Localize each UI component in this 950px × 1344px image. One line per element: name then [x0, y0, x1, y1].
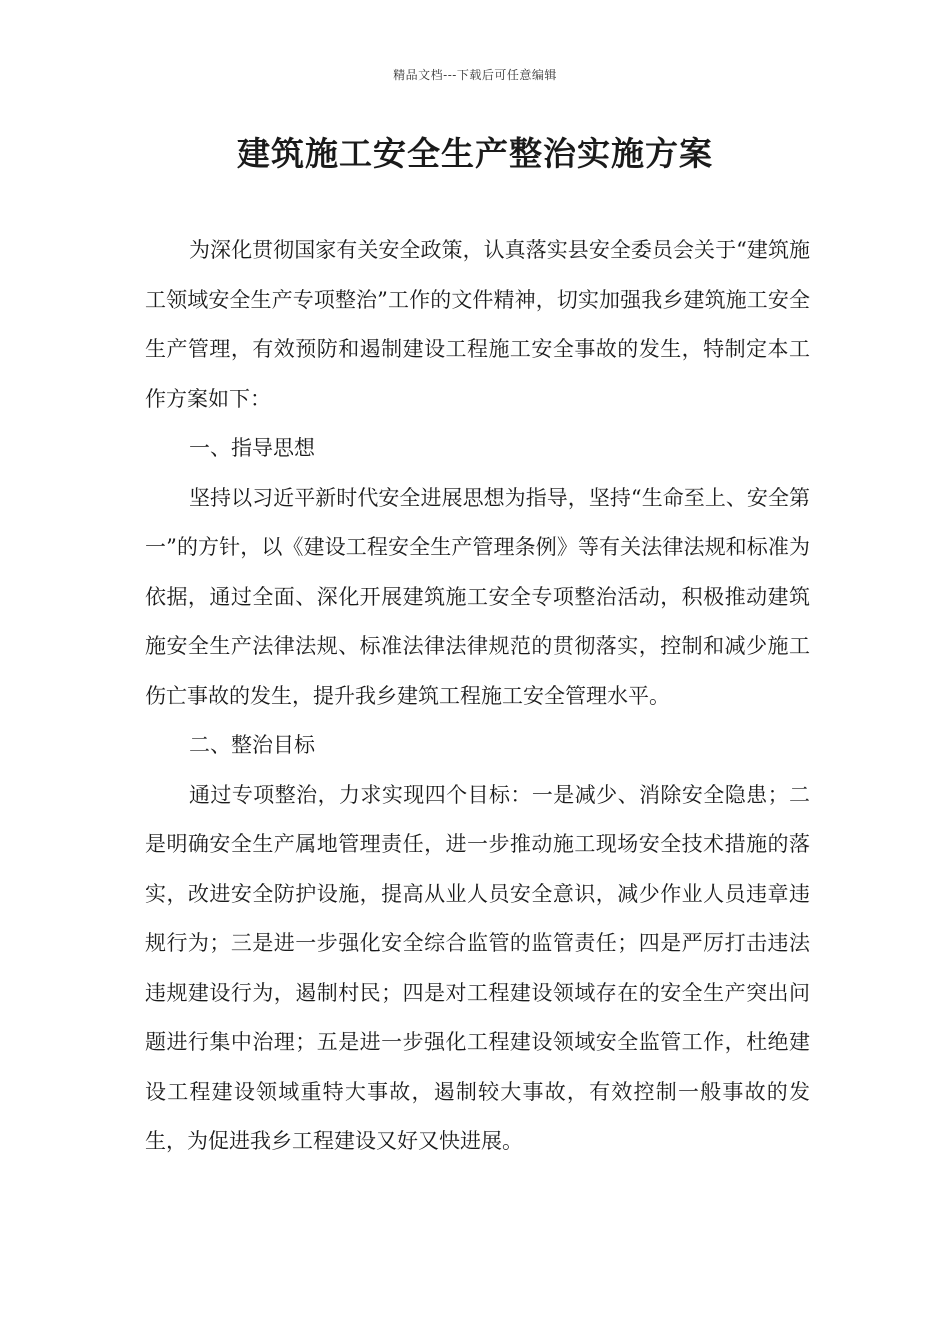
goals-paragraph: 通过专项整治，力求实现四个目标：一是减少、消除安全隐患；二是明确安全生产属地管理责任，进一步推动施工现场安全技术措施的落实，改进安全防护设施，提高从业人员安全意识，减少作业人员违章违规行为；三是进一步强化安全综合监管的监管责任；四是严厉打击违法违规建设行为，遏制村民；四是对工程建设领域存在的安全生产突出问题进行集中治理；五是进一步强化工程建设领域安全监管工作，杜绝建设工程建设领域重特大事故，遏制较大事故，有效控制一般事故的发生，为促进我乡工程建设又好又快进展。: [145, 782, 810, 1153]
document-body: [145, 226, 810, 1167]
intro-paragraph: 为深化贯彻国家有关安全政策，认真落实县安全委员会关于“建筑施工领域安全生产专项整治”工作的文件精神，切实加强我乡建筑施工安全生产管理，有效预防和遏制建设工程施工安全事故的发生，特制定本工作方案如下：: [145, 238, 810, 411]
guiding-thought-paragraph: 坚持以习近平新时代安全进展思想为指导，坚持“生命至上、安全第一”的方针，以《建设工程安全生产管理条例》等有关法律法规和标准为依据，通过全面、深化开展建筑施工安全专项整治活动，积极推动建筑施安全生产法律法规、标准法律法律规范的贯彻落实，控制和减少施工伤亡事故的发生，提升我乡建筑工程施工安全管理水平。: [145, 485, 810, 708]
document-title: 建筑施工安全生产整治实施方案: [237, 134, 713, 173]
section-heading-guiding-thought: 一、指导思想: [189, 436, 315, 460]
section-heading-goals: 二、整治目标: [189, 733, 315, 757]
header-note: 精品文档---下载后可任意编辑: [393, 68, 557, 82]
